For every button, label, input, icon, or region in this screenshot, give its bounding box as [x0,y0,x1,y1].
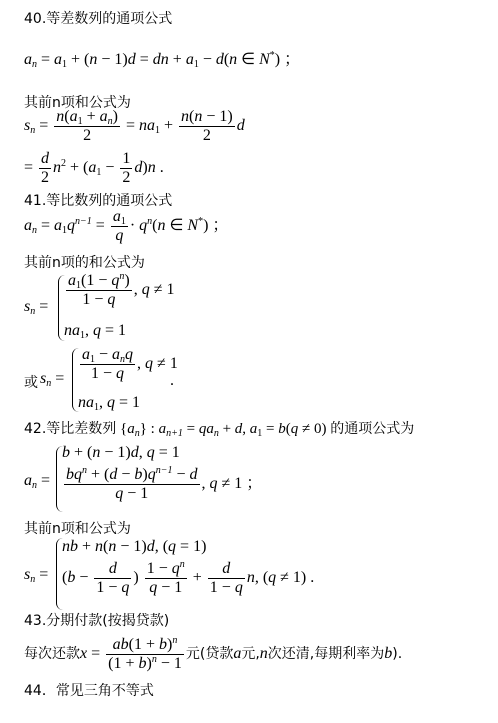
item-43-heading [24,610,169,630]
item-title: 等比数列的通项公式 [46,193,173,209]
item-number: 42. [24,421,47,437]
item-number: 43. [24,613,47,629]
formula-41-case2: $na_1$, q = 1 [64,322,127,341]
item-42-heading [24,418,414,438]
formula-40-sn-cont: = $\frac{d}{2}$ $n^2 + (a_1$ − $\frac{1}{2}$ d)n . [24,150,164,186]
item-41-heading [24,190,172,210]
loan-note-mid: 元, [241,646,260,663]
formula-42-case2: $\frac{bq^n + (d - b)q^{n-1} - d}{q - 1}$ , q ≠ 1 ； [66,465,263,502]
item-number: 44． [24,683,56,699]
formula-41-or-case2: $na_1$, q = 1 [78,394,141,413]
item-title: 常见三角不等式 [55,683,154,699]
item-title: 等差数列的通项公式 [46,11,173,27]
formula-42-sn-case1: nb + n(n − 1)d, (q = 1) [62,538,207,555]
each-payment-text: 每次还款 [24,646,80,663]
yuan-text: 元(贷款 [185,646,234,663]
formula-41-an: $a_n = a_1q^{n-1}$ = $\frac{a_1}{q}$ · $q^n(n$ ∈ N*) ； [24,208,229,244]
or-label [24,372,38,392]
formula-40-sn: $s_n$ = $\frac{n(a_1 + a_n)}{2}$ = $na_1$ + $\frac{n(n - 1)}{2}$ d [24,108,245,144]
formula-40-an: $a_n = a_1 + (n - 1)d$ = dn + $a_1 - d(n$ ∈ N*) ； [24,50,301,70]
an-label-42: $a_n$ = [24,472,51,491]
item-number: 41. [24,193,47,209]
sn-label-41-or: $s_n$ = [40,370,65,389]
formula-42-def: $\{a_n\}$ : $a_{n+1} = qa_n + d$, $a_1 = b(q \ne 0)$ [116,421,331,439]
formula-43: 每次还款x = $\frac{ab(1 + b)^n}{(1 + b)^n - 1}$ 元(贷款a元,n次还清,每期利率为b). [24,635,403,672]
formula-41-case1: $\frac{a_1(1 - q^n)}{1 - q}$ , q ≠ 1 [68,271,175,308]
item-40-heading [24,8,172,28]
loan-end: ). [392,646,403,663]
sn-label-42: $s_n$ = [24,566,49,585]
formula-41-or-case1: $\frac{a_1 - a_nq}{1 - q}$ , q ≠ 1 . [82,346,178,389]
loan-note-n: 次还清,每期利率为 [267,646,385,663]
item-title-post: 的通项公式为 [330,421,415,437]
item-title: 分期付款(按揭贷款) [46,613,170,629]
item-44-heading [24,680,154,700]
item-title-pre: 等比差数列 [46,421,117,437]
formula-42-case1: b + (n − 1)d, q = 1 [62,444,180,461]
sn-label-41: $s_n$ = [24,298,49,317]
or-text: 或 [24,375,38,391]
formula-42-sn-case2: (b − $\frac{d}{1 - q}$ ) $\frac{1 - q^n}{q - 1}$ + $\frac{d}{1 - q}$ n, (q ≠ 1) . [62,559,315,596]
sum-intro-42: 其前n项和公式为 [24,521,131,537]
sum-intro-40: 其前n项和公式为 [24,95,131,111]
sum-intro-41: 其前n项的和公式为 [24,255,145,271]
item-number: 40. [24,11,47,27]
